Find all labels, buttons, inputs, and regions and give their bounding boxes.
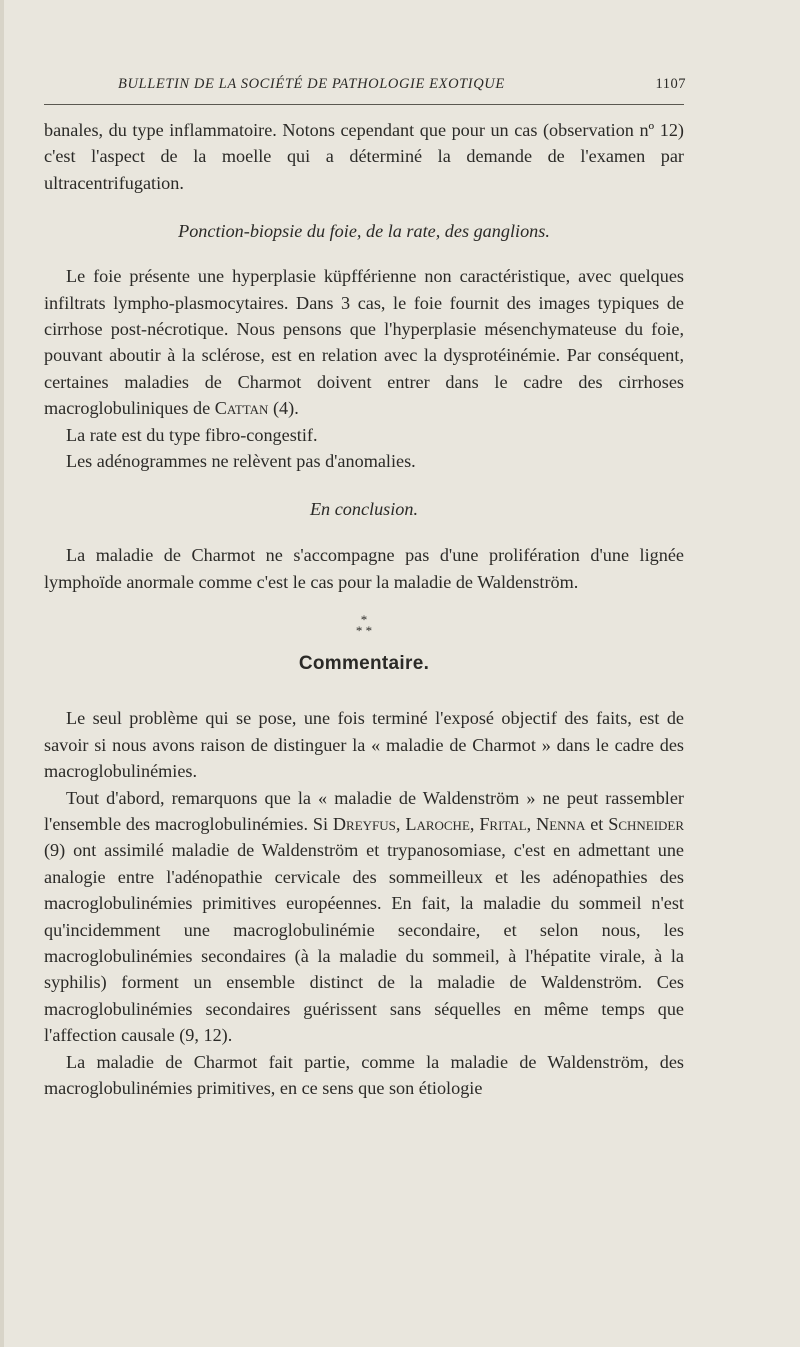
author-schneider: Schneider (608, 813, 685, 834)
reference-4: (4). (268, 398, 299, 419)
paragraph-marrow-conclusion: banales, du type inflammatoire. Notons cependant que pour un cas (observation nº 12) c'est l'aspect de la moelle qui a déterminé la demande de l'examen par ultracentrifugation. (44, 120, 684, 193)
page-number: 1107 (655, 76, 686, 92)
separator: , (526, 813, 537, 834)
running-header (44, 76, 684, 105)
paragraph-waldenstrom-intro: Tout d'abord, remarquons que la « maladie de Waldenström » ne peut rassembler l'ensemble des macroglobulinémies. Si (44, 787, 684, 834)
paragraph-conclusion: La maladie de Charmot ne s'accompagne pas d'une prolifération d'une lignée lymphoïde anormale comme c'est le cas pour la maladie de Waldenström. (44, 545, 684, 592)
separator: , (395, 813, 406, 834)
subheading-conclusion: En conclusion. (309, 499, 419, 520)
paragraph-spleen: La rate est du type fibro-congestif. (66, 424, 318, 445)
separator: , (469, 813, 480, 834)
author-cattan: Cattan (214, 398, 269, 419)
author-laroche: Laroche (405, 813, 470, 834)
paragraph-liver-text: Le foie présente une hyperplasie küpfférienne non caractéristique, avec quelques infiltrats lympho-plasmocytaires. Dans 3 cas, le foie fournit des images typiques de cirrhose post-nécrotique. Nous pensons que l'hyperplasie mésenchymateuse du foie, pouvant aboutir à la sclérose, est en relation avec la dysprotéinémie. Par conséquent, certaines maladies de Charmot doivent entrer dans le cadre des cirrhoses macroglobuliniques de (44, 266, 684, 419)
separator: et (585, 813, 609, 834)
paragraph-liver (44, 263, 684, 421)
subheading-biopsy: Ponction-biopsie du foie, de la rate, des ganglions. (178, 221, 550, 242)
paragraph-waldenstrom-body: (9) ont assimilé maladie de Waldenström et trypanosomiase, c'est en admettant une analogie entre l'adénopathie cervicale des sommeilleux et les adénopathies des macroglobulinémies primitives européennes. En fait, la maladie du sommeil n'est qu'incidemment une macroglobulinémie secondaire, et selon nous, les macroglobulinémies secondaires (à la maladie du sommeil, à l'hépatite virale, à la syphilis) forment un ensemble distinct de la maladie de Waldenström. Ces macroglobulinémies secondaires guérissent sans séquelles en même temps que l'affection causale (9, 12). (44, 840, 684, 1046)
author-dreyfus: Dreyfus (332, 813, 396, 834)
paragraph-waldenstrom (44, 785, 684, 1049)
author-nenna: Nenna (536, 813, 586, 834)
paragraph-adenograms: Les adénogrammes ne relèvent pas d'anomalies. (66, 451, 416, 472)
section-title-commentaire: Commentaire. (298, 653, 430, 675)
asterism (44, 612, 684, 639)
page-edge (0, 0, 4, 1347)
paragraph-charmot-primitive: La maladie de Charmot fait partie, comme la maladie de Waldenström, des macroglobulinémies primitives, en ce sens que son étiologie (44, 1051, 684, 1098)
author-frital: Frital (479, 813, 527, 834)
running-title: BULLETIN DE LA SOCIÉTÉ DE PATHOLOGIE EXOTIQUE (118, 76, 505, 92)
article-body (44, 117, 684, 1101)
paragraph-problem: Le seul problème qui se pose, une fois terminé l'exposé objectif des faits, est de savoir si nous avons raison de distinguer la « maladie de Charmot » dans le cadre des macroglobulinémies. (44, 708, 684, 782)
asterism-bottom: * * (355, 623, 373, 639)
asterism-top: * (360, 612, 368, 628)
